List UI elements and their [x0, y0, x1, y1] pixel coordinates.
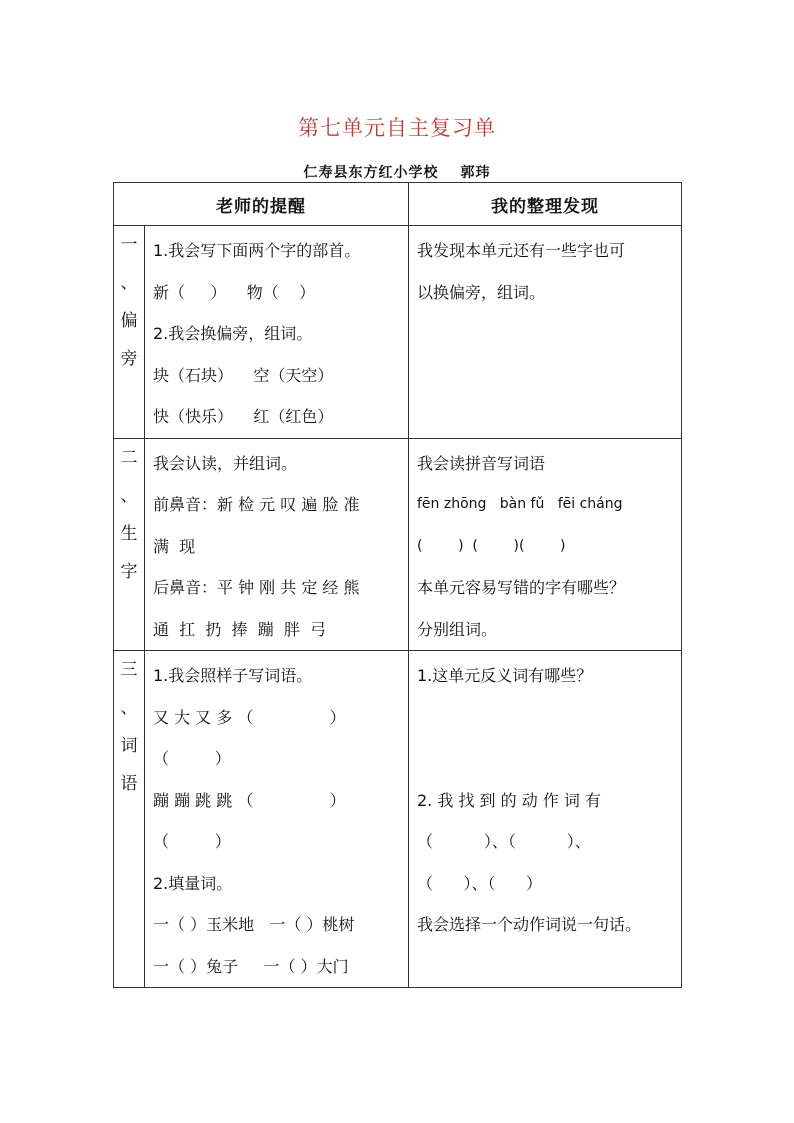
discovery-line: 分别组词。	[417, 619, 498, 639]
teacher-line: 块（石块） 空（天空）	[153, 365, 334, 385]
teacher-line: 1.我会写下面两个字的部首。	[153, 241, 361, 260]
header-teacher: 老师的提醒	[114, 183, 409, 226]
answer-blanks[interactable]: （ ）、（ ）、	[417, 832, 591, 851]
teacher-line: 前鼻音：新 检 元 叹 遍 脸 准	[153, 495, 360, 514]
teacher-notes	[145, 438, 409, 651]
my-discovery	[409, 438, 682, 651]
discovery-line: 我发现本单元还有一些字也可	[417, 241, 626, 260]
discovery-line: 我会选择一个动作词说一句话。	[417, 915, 642, 934]
my-discovery	[409, 226, 682, 439]
teacher-line[interactable]: 一（ ）兔子 一（ ）大门	[153, 956, 349, 976]
discovery-blank-line[interactable]	[417, 738, 675, 780]
teacher-name: 郭玮	[460, 165, 491, 181]
answer-blanks[interactable]: ( ) ( )( )	[417, 537, 566, 554]
teacher-line: 2.填量词。	[153, 873, 233, 893]
author-line	[0, 162, 794, 182]
section-label: 二 、 生 字	[114, 438, 145, 651]
teacher-line[interactable]: （ ）	[153, 749, 231, 768]
section-label: 一 、 偏 旁	[114, 226, 145, 439]
teacher-line: 后鼻音：平 钟 刚 共 定 经 熊	[153, 578, 360, 597]
teacher-line: 快（快乐） 红（红色）	[153, 407, 334, 426]
teacher-line: 1.我会照样子写词语。	[153, 666, 313, 685]
teacher-line[interactable]: 一（ ）玉米地 一（ ）桃树	[153, 915, 355, 934]
section-characters	[114, 438, 682, 651]
table-header-row	[114, 183, 682, 226]
teacher-line[interactable]: （ ）	[153, 832, 231, 851]
discovery-line: 2. 我 找 到 的 动 作 词 有	[417, 790, 601, 810]
teacher-line: 满 现	[153, 536, 196, 556]
teacher-line[interactable]: 蹦 蹦 跳 跳 （ ）	[153, 790, 346, 810]
section-radicals	[114, 226, 682, 439]
discovery-line: 我会读拼音写词语	[417, 453, 546, 473]
review-table	[113, 182, 682, 988]
discovery-line: 以换偏旁，组词。	[417, 282, 546, 302]
teacher-notes	[145, 651, 409, 988]
discovery-line: 本单元容易写错的字有哪些？	[417, 578, 626, 597]
teacher-line: 2.我会换偏旁，组词。	[153, 324, 313, 343]
header-discovery: 我的整理发现	[409, 183, 682, 226]
teacher-line[interactable]: 新（ ） 物（ ）	[153, 282, 316, 302]
answer-blanks[interactable]: （ ）、（ ）	[417, 873, 543, 893]
discovery-blank-line[interactable]	[417, 697, 675, 739]
pinyin-line: fēn zhōng bàn fǔ fēi cháng	[417, 496, 623, 512]
section-label: 三 、 词 语	[114, 651, 145, 988]
teacher-notes	[145, 226, 409, 439]
school-name: 仁寿县东方红小学校	[303, 165, 439, 181]
page-title: 第七单元自主复习单	[298, 116, 496, 140]
section-words	[114, 651, 682, 988]
discovery-line: 1.这单元反义词有哪些？	[417, 666, 593, 685]
teacher-line[interactable]: 又 大 又 多 （ ）	[153, 707, 346, 727]
teacher-line: 通 扛 扔 捧 蹦 胖 弓	[153, 619, 327, 639]
my-discovery	[409, 651, 682, 988]
teacher-line: 我会认读，并组词。	[153, 453, 298, 473]
